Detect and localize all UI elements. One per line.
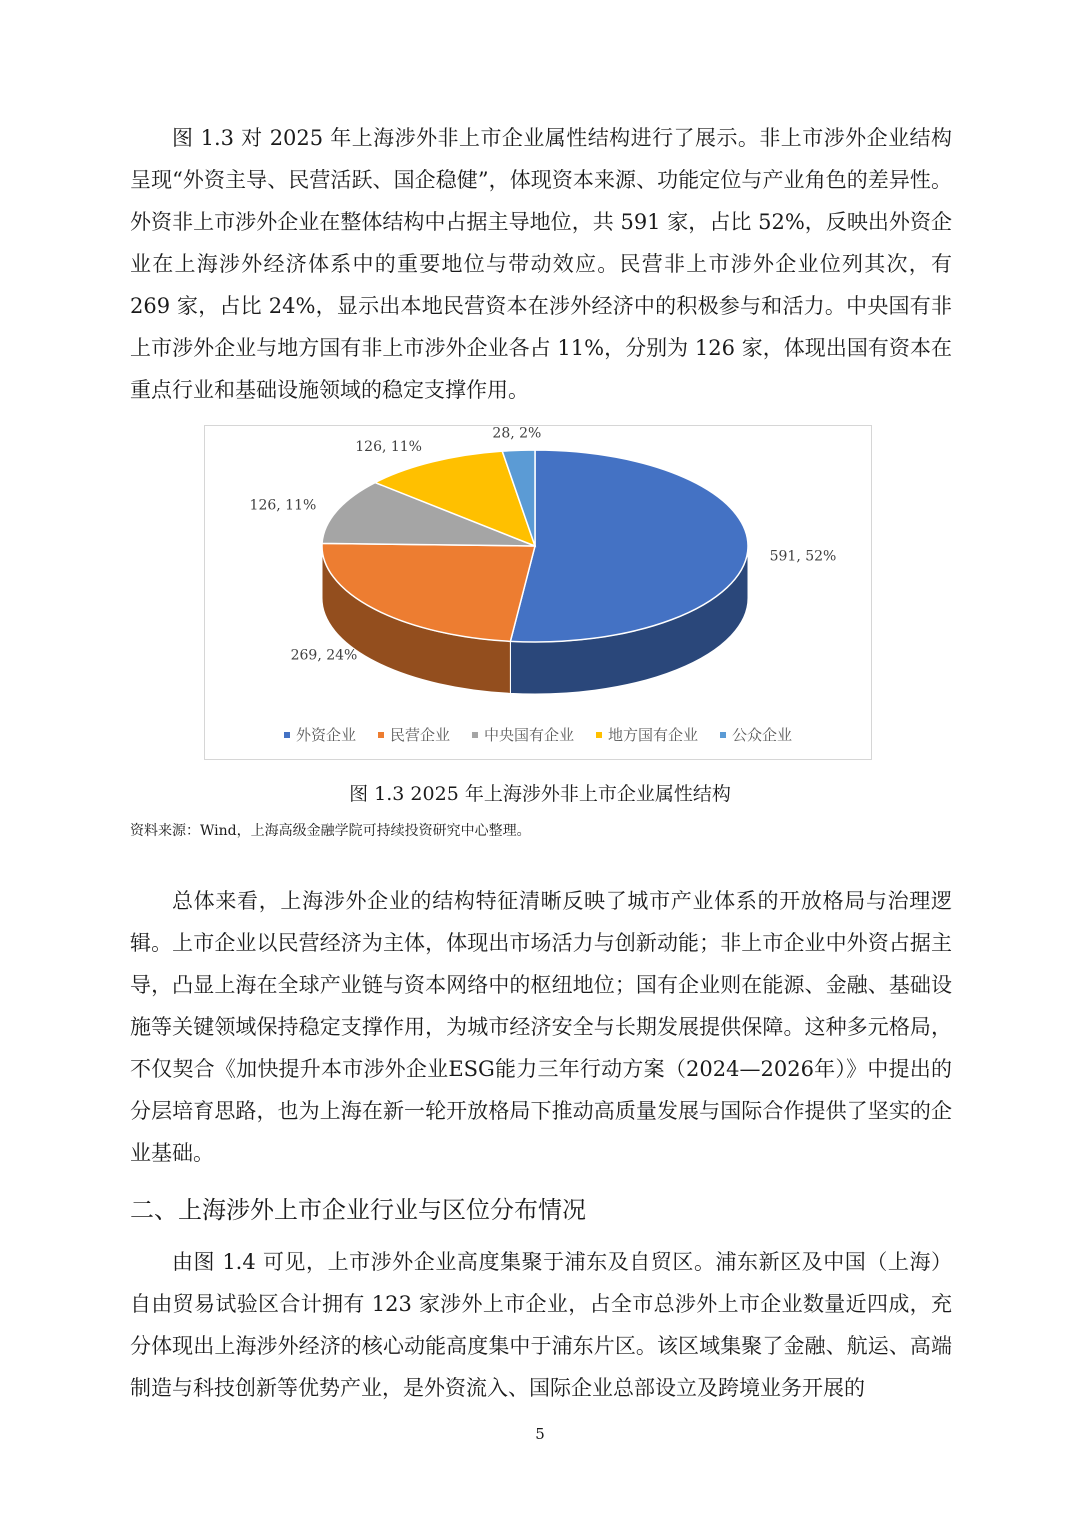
page-number: 5 bbox=[535, 1425, 545, 1443]
legend-swatch bbox=[720, 732, 726, 738]
intro-paragraph: 图 1.3 对 2025 年上海涉外非上市企业属性结构进行了展示。非上市涉外企业结构呈现“外资主导、民营活跃、国企稳健”，体现资本来源、功能定位与产业角色的差异性。外资非上市涉外企业在整体结构中占据主导地位，共 591 家，占比 52%，反映出外资企业在上海涉外经济体系中的重要地位与带动效应。民营非上市涉外企业位列其次，有 269 家，占比 24%，显示出本地民营资本在涉外经济中的积极参与和活力。中央国有非上市涉外企业与地方国有非上市涉外企业各占 11%，分别为 126 家，体现出国有资本在重点行业和基础设施领域的稳定支撑作用。 bbox=[130, 126, 952, 402]
legend-item-3 bbox=[596, 724, 698, 745]
legend-label: 外资企业 bbox=[295, 726, 356, 744]
legend-label: 公众企业 bbox=[732, 726, 793, 744]
pie-chart-figure bbox=[204, 425, 872, 760]
pie-label-1: 269, 24% bbox=[290, 647, 358, 664]
legend-swatch bbox=[596, 732, 602, 738]
summary-paragraph: 总体来看，上海涉外企业的结构特征清晰反映了城市产业体系的开放格局与治理逻辑。上市企业以民营经济为主体，体现出市场活力与创新动能；非上市企业中外资占据主导，凸显上海在全球产业链与资本网络中的枢纽地位；国有企业则在能源、金融、基础设施等关键领域保持稳定支撑作用，为城市经济安全与长期发展提供保障。这种多元格局，不仅契合《加快提升本市涉外企业ESG能力三年行动方案（2024—2026年）》中提出的分层培育思路，也为上海在新一轮开放格局下推动高质量发展与国际合作提供了坚实的企业基础。 bbox=[130, 889, 952, 1165]
chart-legend bbox=[205, 724, 871, 745]
figure-source: 资料来源：Wind，上海高级金融学院可持续投资研究中心整理。 bbox=[130, 823, 531, 839]
pie-label-4: 28, 2% bbox=[492, 426, 542, 442]
pie-chart bbox=[205, 426, 873, 716]
legend-label: 地方国有企业 bbox=[608, 726, 699, 744]
legend-item-4 bbox=[720, 724, 792, 745]
section-heading: 二、上海涉外上市企业行业与区位分布情况 bbox=[130, 1196, 586, 1224]
section-paragraph: 由图 1.4 可见，上市涉外企业高度集聚于浦东及自贸区。浦东新区及中国（上海）自由贸易试验区合计拥有 123 家涉外上市企业，占全市总涉外上市企业数量近四成，充分体现出上海涉外经济的核心动能高度集中于浦东片区。该区域集聚了金融、航运、高端制造与科技创新等优势产业，是外资流入、国际企业总部设立及跨境业务开展的 bbox=[130, 1250, 952, 1400]
pie-label-3: 126, 11% bbox=[355, 439, 423, 456]
legend-swatch bbox=[284, 732, 290, 738]
legend-item-1 bbox=[378, 724, 450, 745]
legend-swatch bbox=[472, 732, 478, 738]
legend-swatch bbox=[378, 732, 384, 738]
pie-label-0: 591, 52% bbox=[769, 548, 837, 565]
legend-item-2 bbox=[472, 724, 574, 745]
figure-caption: 图 1.3 2025 年上海涉外非上市企业属性结构 bbox=[349, 783, 731, 805]
legend-label: 民营企业 bbox=[389, 726, 450, 744]
legend-label: 中央国有企业 bbox=[483, 726, 574, 744]
legend-item-0 bbox=[284, 724, 356, 745]
pie-label-2: 126, 11% bbox=[249, 497, 317, 514]
